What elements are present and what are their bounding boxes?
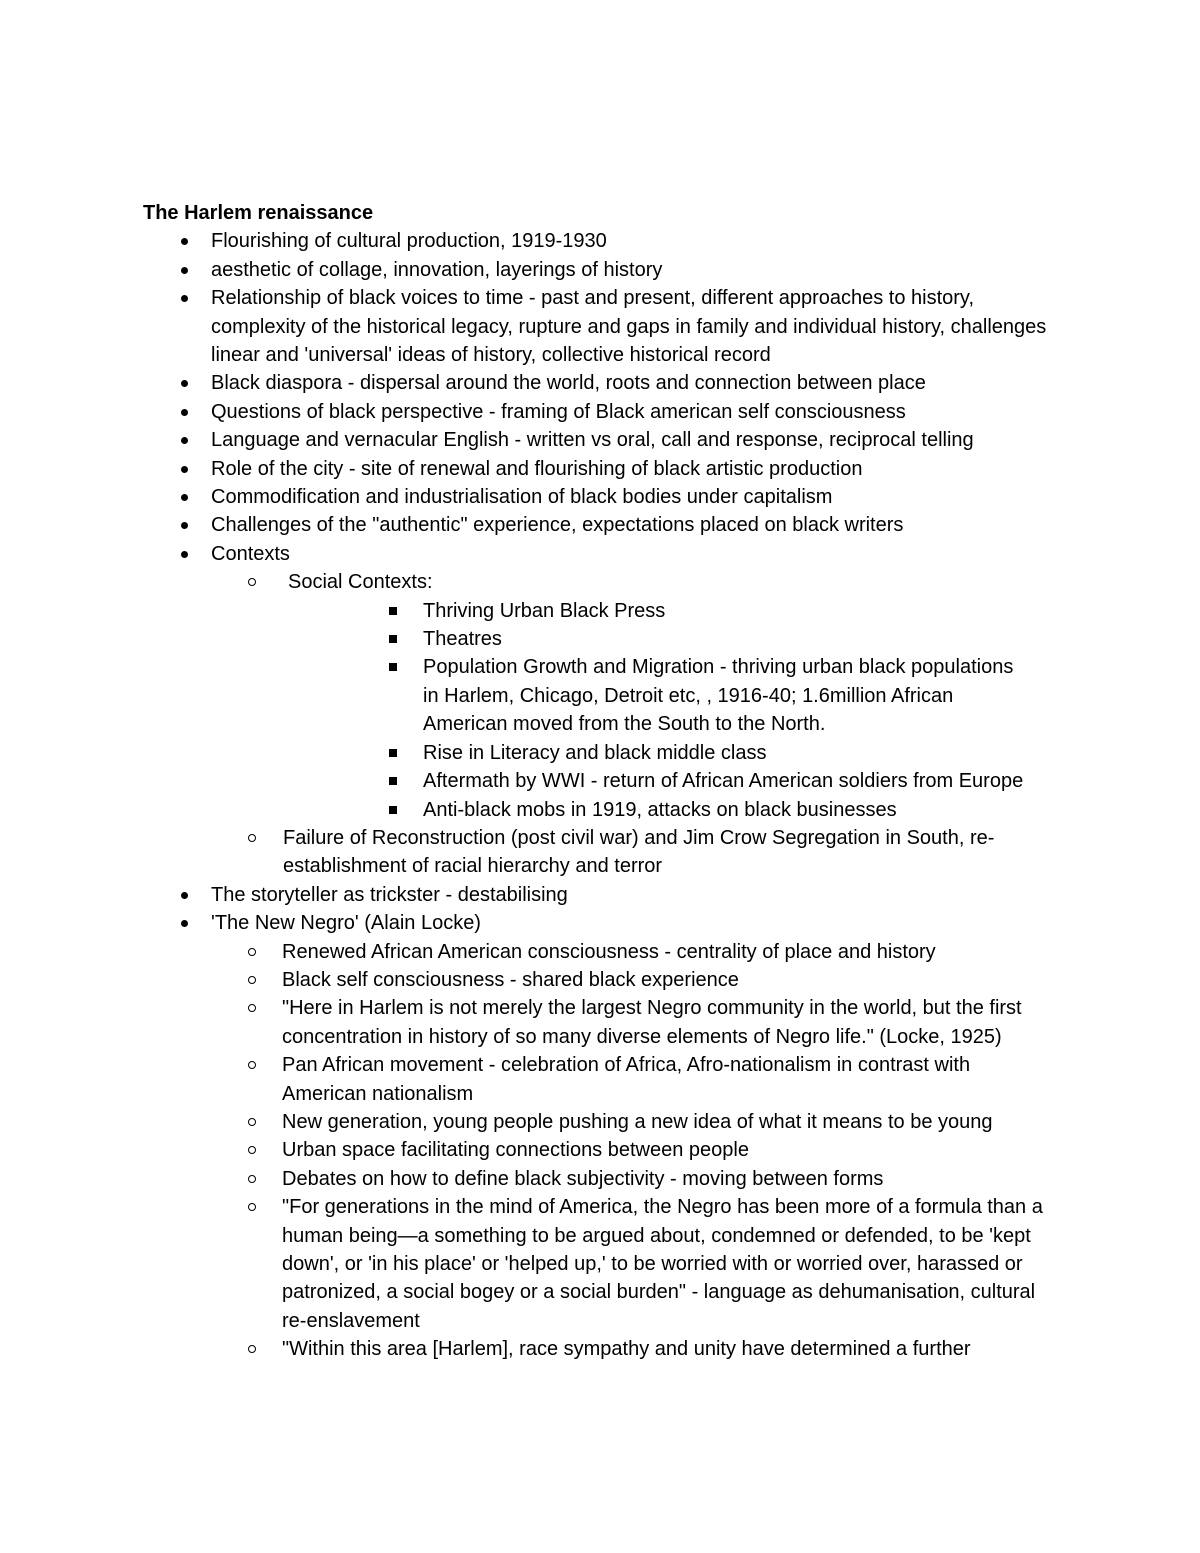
bullet-disc-icon: [181, 295, 188, 302]
bullet-disc-icon: [181, 409, 188, 416]
bullet-square-icon: [389, 777, 397, 785]
new-negro-item: 'The New Negro' (Alain Locke) Renewed African American consciousness - centrality of place and history Black self consciousness - shared black experience "Here in Harlem is not merely the largest Negro community in the world, but the first concentration in history of so many diverse elements of Negro life." (Locke, 1925) Pan African movement - celebration of Africa, Afro-nationalism in contrast with American nationalism New generation, young people pushing a new idea of what it means to be young Urban space facilitating connections between people Debates on how to define black subjectivity - moving between forms "For generations in the mind of America, the Negro has been more of a formula than a human being—a something to be argued about, condemned or defended, to be 'kept down', or 'in his place' or 'helped up,' to be worried with or worried over, harassed or patronized, a social bogey or a social burden" - language as dehumanisation, cultural re-enslavement "Within this area [Harlem], race sympathy and unity have determined a further: [143, 909, 1073, 1364]
list-item: Population Growth and Migration - thriving urban black populations in Harlem, Chicago, Detroit etc, , 1916-40; 1.6million African American moved from the South to the North.: [353, 653, 1073, 738]
bullet-disc-icon: [181, 920, 188, 927]
bullet-disc-icon: [181, 437, 188, 444]
list-item: aesthetic of collage, innovation, layerings of history: [143, 256, 1073, 284]
bullet-circle-icon: [248, 1146, 256, 1154]
bullet-circle-icon: [248, 1061, 256, 1069]
list-item: Language and vernacular English - written vs oral, call and response, reciprocal telling: [143, 426, 1073, 454]
main-bullet-list: [143, 227, 1073, 1363]
bullet-square-icon: [389, 749, 397, 757]
list-item: "Within this area [Harlem], race sympathy and unity have determined a further: [211, 1335, 1073, 1363]
list-item: Flourishing of cultural production, 1919-1930: [143, 227, 1073, 255]
bullet-disc-icon: [181, 238, 188, 245]
bullet-circle-icon: [248, 1004, 256, 1012]
bullet-disc-icon: [181, 892, 188, 899]
list-item: Role of the city - site of renewal and flourishing of black artistic production: [143, 455, 1073, 483]
list-item: Aftermath by WWI - return of African American soldiers from Europe: [353, 767, 1073, 795]
reconstruction-item: Failure of Reconstruction (post civil war) and Jim Crow Segregation in South, re-establishment of racial hierarchy and terror: [211, 824, 1073, 881]
bullet-disc-icon: [181, 494, 188, 501]
list-item: Pan African movement - celebration of Africa, Afro-nationalism in contrast with American nationalism: [211, 1051, 1073, 1108]
list-item: New generation, young people pushing a new idea of what it means to be young: [211, 1108, 1073, 1136]
social-contexts-item: Social Contexts: Thriving Urban Black Press Theatres Population Growth and Migration - thriving urban black populations in Harlem, Chicago, Detroit etc, , 1916-40; 1.6million African American moved from the South to the North. Rise in Literacy and black middle class Aftermath by WWI - return of African American soldiers from Europe Anti-black mobs in 1919, attacks on black businesses: [211, 568, 1073, 824]
notes-body: [143, 199, 1073, 1364]
list-item: Debates on how to define black subjectivity - moving between forms: [211, 1165, 1073, 1193]
list-item: "For generations in the mind of America, the Negro has been more of a formula than a human being—a something to be argued about, condemned or defended, to be 'kept down', or 'in his place' or 'helped up,' to be worried with or worried over, harassed or patronized, a social bogey or a social burden" - language as dehumanisation, cultural re-enslavement: [211, 1193, 1073, 1335]
bullet-circle-icon: [248, 1345, 256, 1353]
bullet-square-icon: [389, 607, 397, 615]
bullet-circle-icon: [248, 976, 256, 984]
list-item: "Here in Harlem is not merely the largest Negro community in the world, but the first concentration in history of so many diverse elements of Negro life." (Locke, 1925): [211, 994, 1073, 1051]
bullet-disc-icon: [181, 551, 188, 558]
list-item: Questions of black perspective - framing of Black american self consciousness: [143, 398, 1073, 426]
contexts-sublist: [143, 568, 1073, 880]
bullet-circle-icon: [248, 1118, 256, 1126]
social-contexts-sublist: [211, 597, 1073, 824]
list-item: Thriving Urban Black Press: [353, 597, 1073, 625]
page-title: The Harlem renaissance: [143, 202, 374, 224]
bullet-square-icon: [389, 806, 397, 814]
list-item: The storyteller as trickster - destabilising: [143, 881, 1073, 909]
list-item: Challenges of the "authentic" experience, expectations placed on black writers: [143, 511, 1073, 539]
list-item: Commodification and industrialisation of black bodies under capitalism: [143, 483, 1073, 511]
bullet-disc-icon: [181, 466, 188, 473]
bullet-square-icon: [389, 663, 397, 671]
bullet-disc-icon: [181, 522, 188, 529]
list-item: Renewed African American consciousness - centrality of place and history: [211, 938, 1073, 966]
list-item: Relationship of black voices to time - past and present, different approaches to history, complexity of the historical legacy, rupture and gaps in family and individual history, challenges linear and 'universal' ideas of history, collective historical record: [143, 284, 1073, 369]
bullet-square-icon: [389, 635, 397, 643]
bullet-circle-icon: [248, 834, 256, 842]
bullet-disc-icon: [181, 267, 188, 274]
bullet-disc-icon: [181, 380, 188, 387]
list-item: Urban space facilitating connections between people: [211, 1136, 1073, 1164]
list-item: Anti-black mobs in 1919, attacks on black businesses: [353, 796, 1073, 824]
list-item: Theatres: [353, 625, 1073, 653]
list-item: Black diaspora - dispersal around the world, roots and connection between place: [143, 369, 1073, 397]
list-item: Black self consciousness - shared black experience: [211, 966, 1073, 994]
list-item: Rise in Literacy and black middle class: [353, 739, 1073, 767]
bullet-circle-icon: [248, 578, 256, 586]
bullet-circle-icon: [248, 1203, 256, 1211]
bullet-circle-icon: [248, 948, 256, 956]
new-negro-sublist: [143, 938, 1073, 1364]
contexts-item: Contexts Social Contexts: Thriving Urban Black Press Theatres Population Growth and Migration - thriving urban black populations in Harlem, Chicago, Detroit etc, , 1916-40; 1.6million African American moved from the South to the North. Rise in Literacy and black middle class Aftermath by WWI - return of African American soldiers from Europe Anti-black mobs in 1919, attacks on black businesses Failure of Reconstruction (post civil war) and Jim Crow Segregation in South, re-establishment of racial hierarchy and terror: [143, 540, 1073, 881]
bullet-circle-icon: [248, 1175, 256, 1183]
